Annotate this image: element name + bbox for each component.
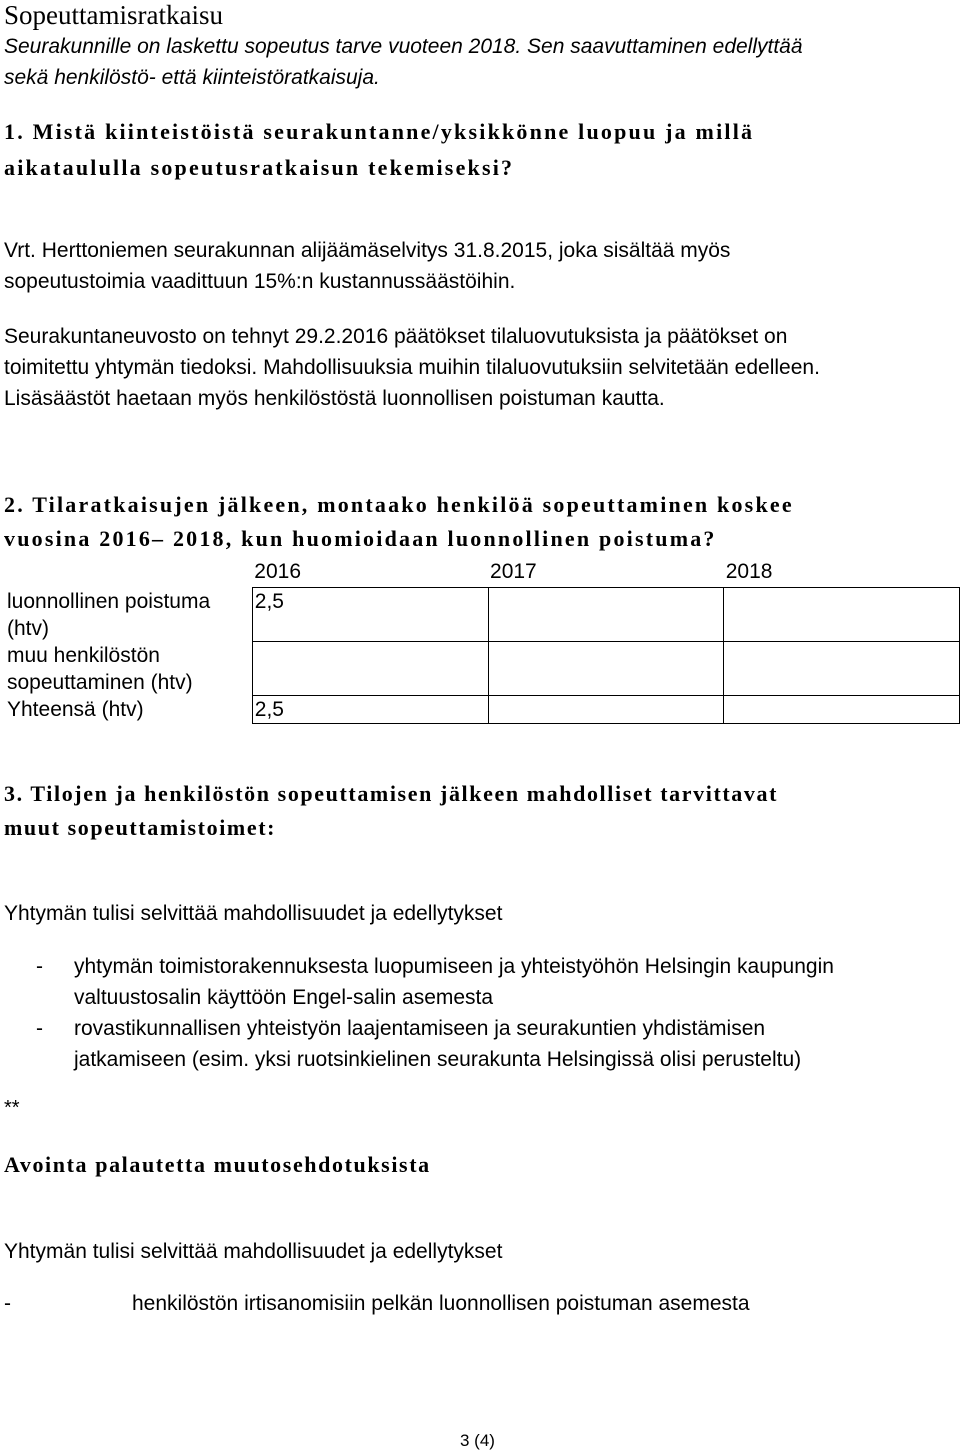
year-header: 2016: [254, 560, 301, 583]
bullet-item: [74, 1013, 801, 1075]
bullet-dash: -: [36, 955, 43, 978]
table-cell: [488, 642, 724, 696]
paragraph-line: Vrt. Herttoniemen seurakunnan alijäämäselvitys 31.8.2015, joka sisältää myös: [4, 239, 731, 262]
table-cell: [724, 696, 960, 724]
row-label: [4, 588, 252, 642]
question-1-line: aikataululla sopeutusratkaisun tekemiseksi?: [4, 155, 515, 180]
page-number: 3 (4): [460, 1431, 495, 1450]
table-cell: 2,5: [252, 588, 488, 642]
asterisks: **: [4, 1097, 20, 1119]
row-label-line: luonnollinen poistuma: [7, 589, 211, 613]
intro-text: [4, 31, 803, 93]
question-2-line: vuosina 2016– 2018, kun huomioidaan luonnollinen poistuma?: [4, 526, 717, 551]
question-3-heading: [4, 777, 778, 845]
table-row: [4, 696, 960, 724]
paragraph-line: Seurakuntaneuvosto on tehnyt 29.2.2016 päätökset tilaluovutuksista ja päätökset on: [4, 325, 788, 348]
question-1-paragraph-1: [4, 235, 730, 297]
bullet-dash: -: [36, 1017, 43, 1040]
paragraph-line: Lisäsäästöt haetaan myös henkilöstöstä luonnollisen poistuman kautta.: [4, 387, 665, 410]
question-3-line: 3. Tilojen ja henkilöstön sopeuttamisen jälkeen mahdolliset tarvittavat: [4, 781, 779, 806]
bullet-item: [74, 951, 834, 1013]
table-cell: [724, 588, 960, 642]
table-header-empty: [4, 557, 252, 588]
feedback-heading: Avointa palautetta muutosehdotuksista: [4, 1152, 431, 1177]
question-3-line: muut sopeuttamistoimet:: [4, 815, 277, 840]
row-label-line: muu henkilöstön: [7, 643, 160, 667]
row-label-line: Yhteensä (htv): [7, 697, 144, 721]
row-label: [4, 642, 252, 696]
table-cell: [488, 696, 724, 724]
table-row: [4, 642, 960, 696]
table-cell: [488, 588, 724, 642]
paragraph-line: toimitettu yhtymän tiedoksi. Mahdollisuuksia muihin tilaluovutuksiin selvitetään edelleen.: [4, 356, 820, 379]
row-label: [4, 696, 252, 724]
row-label-line: sopeuttaminen (htv): [7, 670, 193, 694]
bullet-line: rovastikunnallisen yhteistyön laajentamiseen ja seurakuntien yhdistämisen: [74, 1017, 766, 1040]
paragraph-line: sopeutustoimia vaadittuun 15%:n kustannussäästöihin.: [4, 270, 516, 293]
question-2-heading: [4, 488, 794, 556]
intro-line: Seurakunnille on laskettu sopeutus tarve vuoteen 2018. Sen saavuttaminen edellyttää: [4, 35, 803, 58]
page-title: Sopeuttamisratkaisu: [4, 0, 223, 30]
bullet-item: henkilöstön irtisanomisiin pelkän luonnollisen poistuman asemesta: [132, 1292, 750, 1315]
year-header: 2018: [725, 560, 773, 583]
table-cell: 2,5: [252, 696, 488, 724]
table-cell: [252, 642, 488, 696]
question-1-line: 1. Mistä kiinteistöistä seurakuntanne/yksikkönne luopuu ja millä: [4, 119, 755, 144]
question-1-heading: [4, 114, 754, 186]
table-header-row: [4, 557, 960, 588]
bullet-line: jatkamiseen (esim. yksi ruotsinkielinen seurakunta Helsingissä olisi perusteltu): [74, 1048, 802, 1071]
year-header: 2017: [490, 560, 537, 583]
row-label-line: (htv): [7, 616, 49, 640]
question-1-paragraph-2: [4, 321, 820, 414]
bullet-dash: -: [4, 1292, 11, 1315]
bullet-line: valtuustosalin käyttöön Engel-salin asemesta: [74, 986, 494, 1009]
feedback-lead: Yhtymän tulisi selvittää mahdollisuudet ja edellytykset: [4, 1240, 503, 1263]
question-3-lead: Yhtymän tulisi selvittää mahdollisuudet ja edellytykset: [4, 902, 503, 925]
staffing-table: [4, 557, 960, 724]
question-2-line: 2. Tilaratkaisujen jälkeen, montaako henkilöä sopeuttaminen koskee: [4, 492, 794, 517]
table-cell: [724, 642, 960, 696]
table-row: [4, 588, 960, 642]
bullet-line: yhtymän toimistorakennuksesta luopumiseen ja yhteistyöhön Helsingin kaupungin: [74, 955, 834, 978]
intro-line: sekä henkilöstö- että kiinteistöratkaisuja.: [4, 66, 380, 89]
